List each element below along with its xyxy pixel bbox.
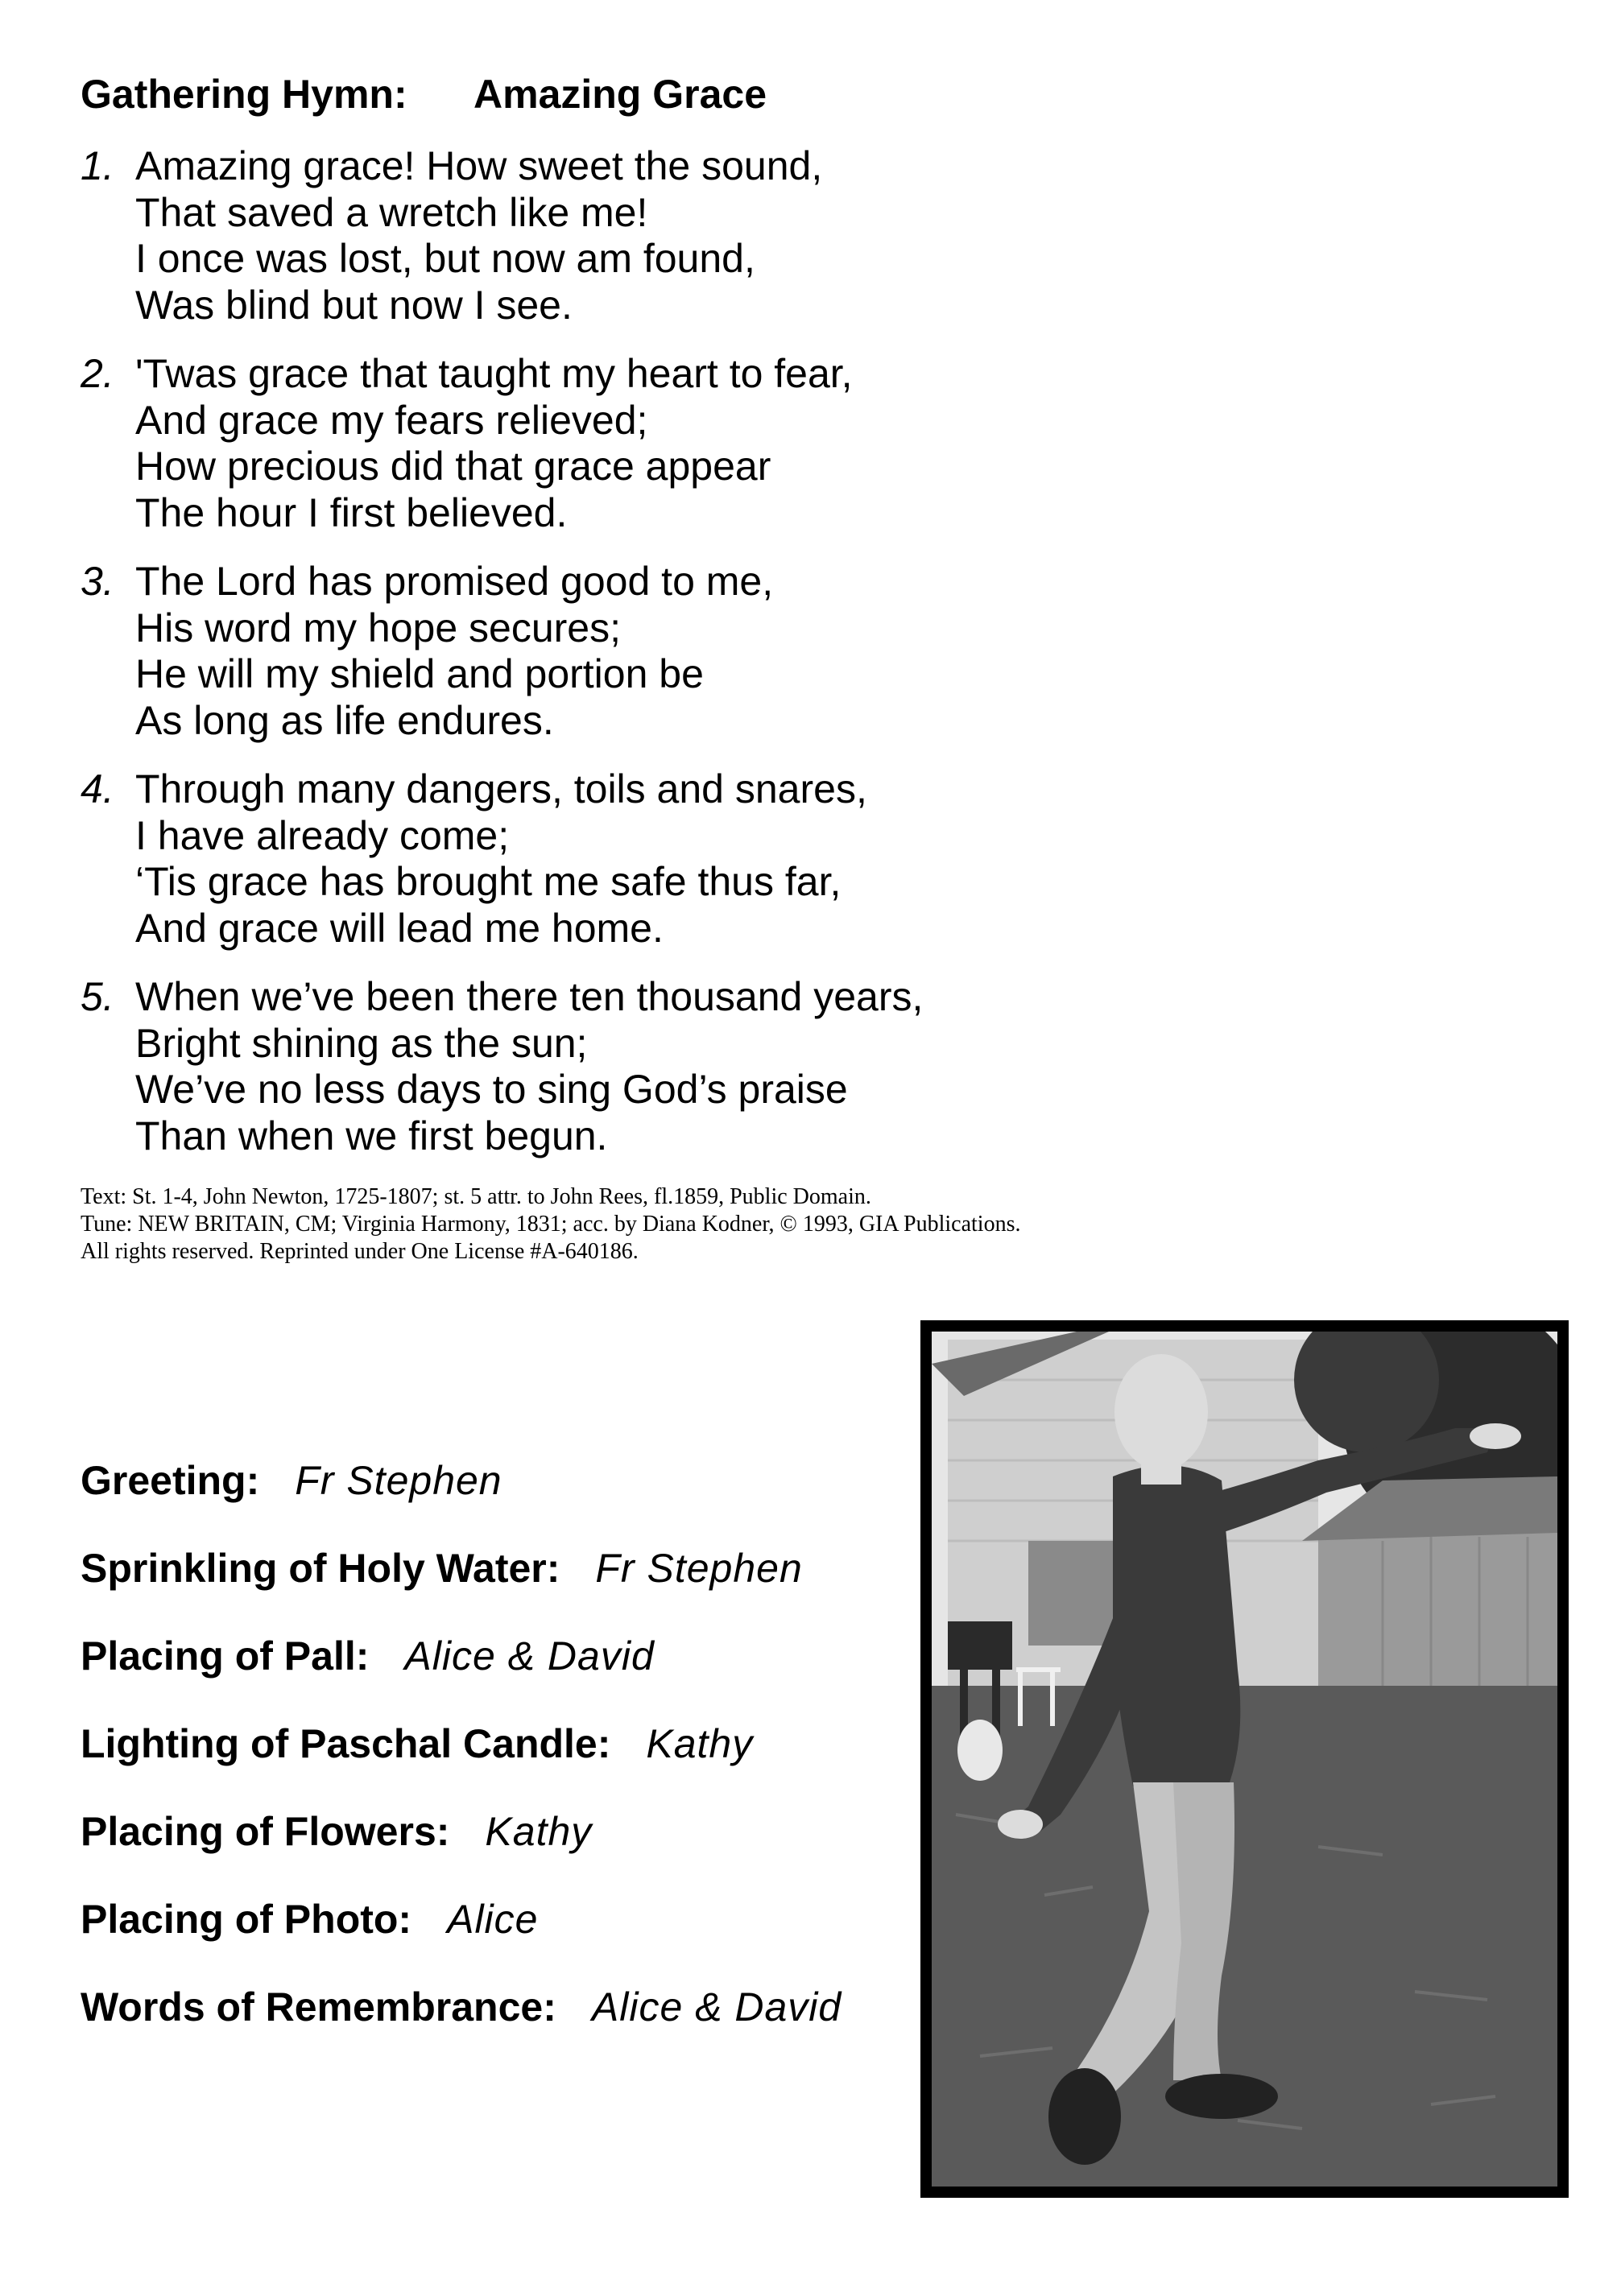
photo-frame xyxy=(920,1320,1569,2198)
verse xyxy=(81,559,1047,744)
hymn-label: Gathering Hymn: xyxy=(81,72,407,117)
role-label: Lighting of Paschal Candle: xyxy=(81,1721,611,1766)
role-label: Words of Remembrance: xyxy=(81,1984,556,2030)
photo-person-shoe xyxy=(1165,2074,1278,2119)
verse-line: And grace my fears relieved; xyxy=(135,397,648,443)
role-pall xyxy=(81,1633,655,1679)
hymn-credits xyxy=(81,1183,1020,1266)
verse-line: Than when we first begun. xyxy=(135,1113,608,1158)
verse-line: The Lord has promised good to me, xyxy=(135,559,774,604)
photo-person-head xyxy=(1114,1354,1208,1470)
role-person: Fr Stephen xyxy=(595,1546,803,1591)
verse-number: 4. xyxy=(81,766,114,811)
verse-number: 1. xyxy=(81,143,114,188)
role-remembrance xyxy=(81,1984,842,2030)
hymn-verses xyxy=(81,143,1047,1182)
verse-line: 'Twas grace that taught my heart to fear, xyxy=(135,351,853,396)
role-sprinkling xyxy=(81,1545,803,1592)
role-label: Greeting: xyxy=(81,1458,260,1503)
role-person: Kathy xyxy=(485,1809,593,1854)
verse-line: Amazing grace! How sweet the sound, xyxy=(135,143,823,188)
role-person: Alice & David xyxy=(404,1633,655,1679)
role-person: Alice xyxy=(447,1897,539,1942)
role-candle xyxy=(81,1720,753,1767)
verse-line: That saved a wretch like me! xyxy=(135,189,648,235)
verse-line: As long as life endures. xyxy=(135,697,554,743)
role-label: Placing of Photo: xyxy=(81,1897,412,1942)
role-label: Placing of Flowers: xyxy=(81,1809,450,1854)
verse-number: 3. xyxy=(81,559,114,604)
role-person: Alice & David xyxy=(591,1984,842,2030)
verse xyxy=(81,351,1047,536)
verse-line: And grace will lead me home. xyxy=(135,905,664,951)
verse xyxy=(81,766,1047,952)
photo-person-hand xyxy=(998,1810,1043,1839)
role-person: Kathy xyxy=(646,1721,754,1766)
person-photo-icon xyxy=(932,1332,1557,2187)
photo-person-hand xyxy=(1470,1423,1521,1449)
verse-line: His word my hope secures; xyxy=(135,605,622,650)
role-greeting xyxy=(81,1457,502,1504)
hymn-heading xyxy=(81,71,767,118)
credit-line: Tune: NEW BRITAIN, CM; Virginia Harmony, 1831; acc. by Diana Kodner, © 1993, GIA Publications. xyxy=(81,1212,1021,1237)
hymn-title: Amazing Grace xyxy=(473,72,767,117)
verse xyxy=(81,974,1047,1159)
verse-number: 2. xyxy=(81,351,114,396)
role-person: Fr Stephen xyxy=(295,1458,502,1503)
photo-gas-bottle xyxy=(957,1720,1003,1781)
role-flowers xyxy=(81,1808,592,1855)
photo-person-sweater xyxy=(1113,1465,1240,1786)
verse-line: We’ve no less days to sing God’s praise xyxy=(135,1067,848,1112)
verse-line: He will my shield and portion be xyxy=(135,651,704,696)
verse-line: The hour I first believed. xyxy=(135,489,568,535)
role-photo xyxy=(81,1896,538,1943)
verse-line: Through many dangers, toils and snares, xyxy=(135,766,867,811)
role-label: Sprinkling of Holy Water: xyxy=(81,1546,560,1591)
verse-line: I once was lost, but now am found, xyxy=(135,236,755,281)
verse-line: Bright shining as the sun; xyxy=(135,1020,588,1066)
verse-line: When we’ve been there ten thousand years, xyxy=(135,974,924,1019)
verse-line: How precious did that grace appear xyxy=(135,444,771,489)
verse-line: Was blind but now I see. xyxy=(135,282,573,328)
photo-person-shoe xyxy=(1048,2068,1121,2165)
verse xyxy=(81,143,1047,328)
verse-line: ‘Tis grace has brought me safe thus far, xyxy=(135,859,842,904)
credit-line: Text: St. 1-4, John Newton, 1725-1807; st. 5 attr. to John Rees, fl.1859, Public Domain. xyxy=(81,1184,871,1209)
role-label: Placing of Pall: xyxy=(81,1633,370,1679)
credit-line: All rights reserved. Reprinted under One License #A-640186. xyxy=(81,1239,639,1264)
verse-line: I have already come; xyxy=(135,812,510,858)
verse-number: 5. xyxy=(81,974,114,1019)
